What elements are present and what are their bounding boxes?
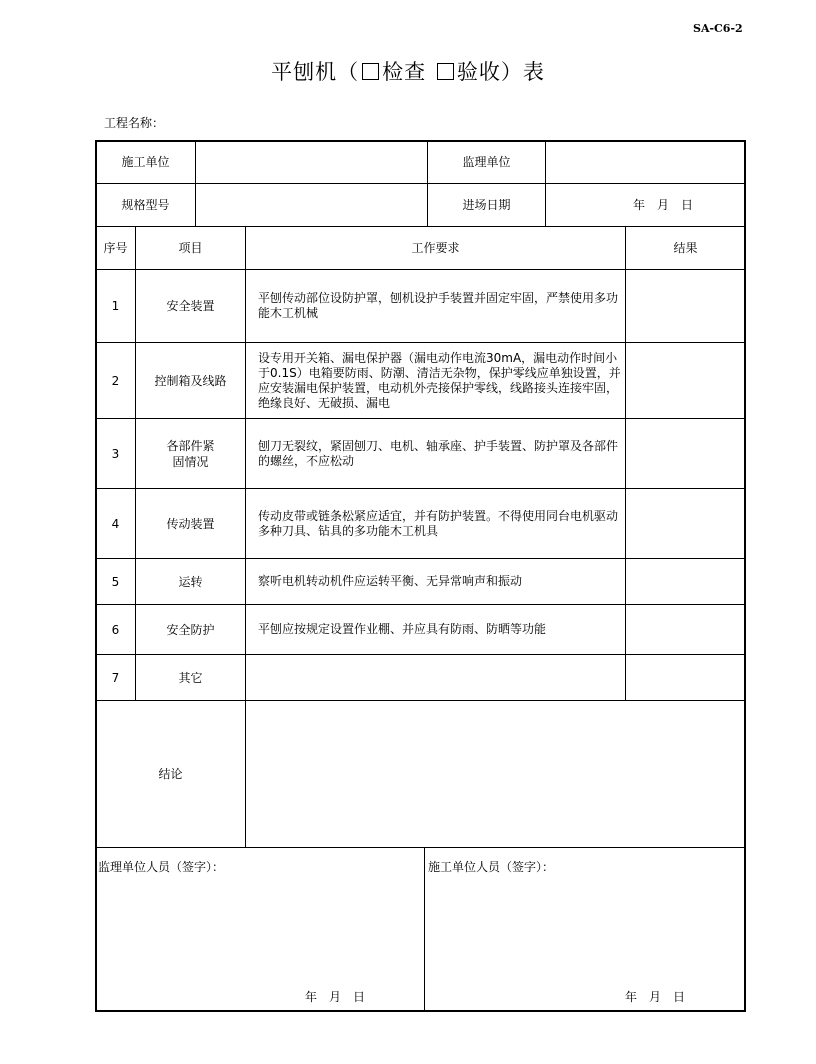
supervision-unit-field[interactable] [546, 141, 745, 183]
row-item: 安全防护 [166, 622, 215, 637]
accept-checkbox[interactable] [437, 63, 454, 80]
row-no: 7 [111, 670, 120, 685]
construction-signature-field[interactable] [426, 848, 744, 1010]
title-prefix: 平刨机（ [271, 60, 360, 84]
supervision-signature-label: 监理单位人员（签字）： [98, 860, 225, 874]
row-requirement-field[interactable] [246, 655, 625, 700]
form-code: SA-C6-2 [693, 22, 743, 35]
row-requirement: 平刨传动部位设防护罩，刨机设护手装置并固定牢固，严禁使用多功能木工机械 [258, 291, 619, 320]
row-no: 6 [111, 622, 120, 637]
row-no: 1 [111, 299, 120, 313]
construction-unit-label: 施工单位 [121, 155, 170, 169]
column-header-no: 序号 [103, 241, 128, 255]
row-item: 运转 [178, 574, 203, 589]
row-no: 5 [111, 574, 120, 589]
title-check: 检查 [382, 60, 427, 84]
row-requirement: 传动皮带或链条松紧应适宜，并有防护装置。不得使用同台电机驱动多种刀具、钻具的多功能木工机具 [258, 508, 619, 538]
check-checkbox[interactable] [362, 63, 379, 80]
row-item: 安全装置 [166, 299, 215, 313]
construction-signature-label: 施工单位人员（签字）： [428, 860, 555, 874]
row-result-field[interactable] [626, 419, 745, 488]
row-result-field[interactable] [626, 270, 745, 342]
row-item: 各部件紧固情况 [166, 438, 215, 469]
construction-signature-date: 年 月 日 [625, 990, 686, 1004]
row-item: 传动装置 [166, 516, 215, 531]
construction-unit-field[interactable] [196, 141, 427, 183]
grid-line [424, 847, 425, 1011]
supervision-signature-field[interactable] [97, 848, 423, 1010]
row-result-field[interactable] [626, 559, 745, 604]
conclusion-label: 结论 [158, 767, 183, 781]
column-header-requirement: 工作要求 [411, 241, 460, 255]
model-field[interactable] [196, 184, 427, 226]
conclusion-field[interactable] [246, 701, 745, 847]
page-title [0, 56, 816, 86]
supervision-signature-date: 年 月 日 [305, 990, 366, 1004]
title-accept: 验收）表 [456, 60, 545, 84]
row-result-field[interactable] [626, 655, 745, 700]
row-requirement: 设专用开关箱、漏电保护器（漏电动作电流30mA，漏电动作时间小于0.1S）电箱要防雨、防潮、清洁无杂物，保护零线应单独设置，并应安装漏电保护装置，电动机外壳接保护零线，线路接头连接牢固，绝缘良好、无破损、漏电 [258, 350, 621, 410]
supervision-unit-label: 监理单位 [462, 155, 511, 169]
project-name-label: 工程名称： [104, 116, 165, 130]
row-requirement: 平刨应按规定设置作业棚、并应具有防雨、防晒等功能 [258, 622, 547, 636]
row-result-field[interactable] [626, 343, 745, 418]
column-header-result: 结果 [673, 241, 698, 255]
entry-date-label: 进场日期 [462, 198, 511, 212]
row-item: 其它 [178, 670, 203, 685]
row-requirement: 察听电机转动机件应运转平衡、无异常响声和振动 [258, 574, 523, 588]
row-result-field[interactable] [626, 605, 745, 654]
row-result-field[interactable] [626, 489, 745, 558]
row-no: 2 [111, 373, 120, 388]
row-no: 4 [111, 516, 120, 531]
row-no: 3 [111, 446, 120, 461]
row-item: 控制箱及线路 [154, 373, 227, 388]
column-header-item: 项目 [178, 241, 203, 255]
row-requirement: 刨刀无裂纹，紧固刨刀、电机、轴承座、护手装置、防护罩及各部件的螺丝，不应松动 [258, 438, 619, 468]
model-label: 规格型号 [121, 198, 170, 212]
entry-date-field[interactable]: 年 月 日 [632, 198, 693, 212]
